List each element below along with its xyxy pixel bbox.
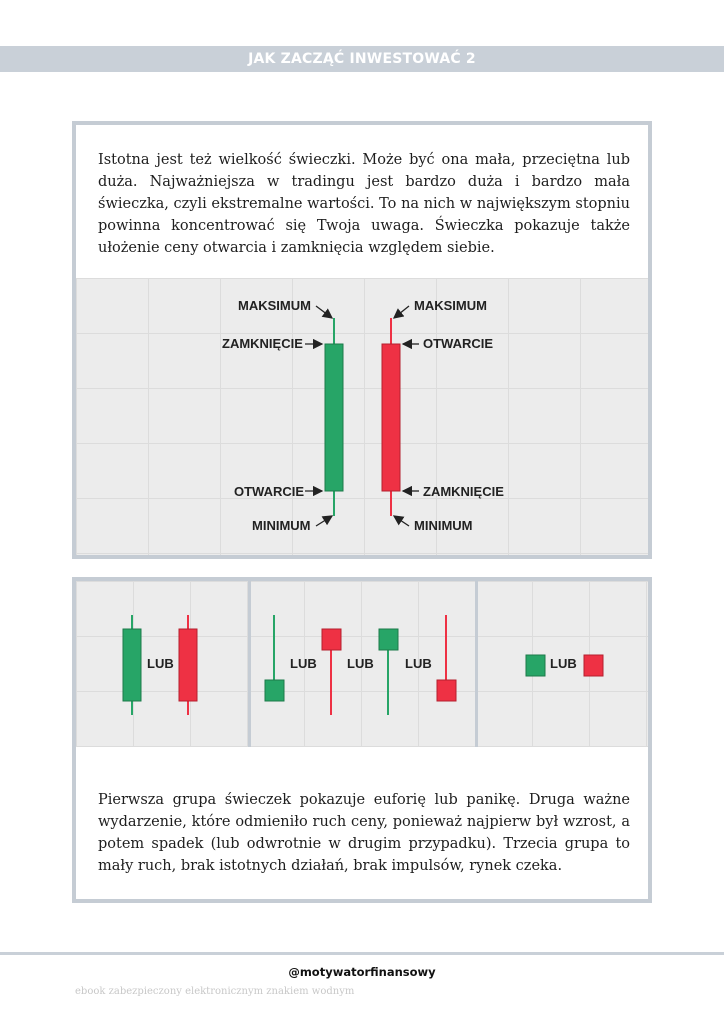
- or-label-2: LUB: [290, 656, 317, 671]
- candle-anatomy-svg: [76, 278, 648, 555]
- bearish-close-label: ZAMKNIĘCIE: [423, 484, 504, 499]
- bearish-high-arrow: [394, 306, 409, 318]
- candle-anatomy-panel: [72, 121, 652, 559]
- candle-groups-svg: [76, 581, 648, 747]
- bullish-high-arrow: [316, 306, 332, 318]
- bullish-high-label: MAKSIMUM: [238, 298, 311, 313]
- or-label-5: LUB: [550, 656, 577, 671]
- groups-paragraph: Pierwsza grupa świeczek pokazuje euforię lub panikę. Druga ważne wydarzenie, które odmieniło ruch ceny, ponieważ najpierw był wzrost, a potem spadek (lub odwrotnie w drugim przypadku). Trzecia grupa to mały ruch, brak istotnych działań, brak impulsów, rynek czeka.: [98, 792, 630, 874]
- large-bullish-candle: [123, 629, 141, 701]
- intro-paragraph: Istotna jest też wielkość świeczki. Może być ona mała, przeciętna lub duża. Najważniejsza w tradingu jest bardzo duża i bardzo mała świeczka, czyli ekstremalne wartości. To na nich w największym stopniu powinna koncentrować się Twoja uwaga. Świeczka pokazuje także ułożenie ceny otwarcia i zamknięcia względem siebie.: [98, 152, 630, 256]
- candle-groups-diagram: [76, 581, 648, 747]
- small-bullish-candle: [526, 655, 545, 676]
- footer-divider: [0, 952, 724, 955]
- bullish-candle-body: [325, 344, 343, 491]
- bullish-open-label: OTWARCIE: [234, 484, 305, 499]
- hammer-bullish-candle: [265, 680, 284, 701]
- bullish-low-arrow: [316, 516, 332, 526]
- inverted-bearish-candle: [437, 680, 456, 701]
- bullish-close-label: ZAMKNIĘCIE: [222, 336, 303, 351]
- or-label-4: LUB: [405, 656, 432, 671]
- bullish-low-label: MINIMUM: [252, 518, 311, 533]
- candle-anatomy-diagram: [76, 278, 648, 555]
- candle-groups-panel: [72, 577, 652, 903]
- hammer-bearish-candle: [322, 629, 341, 650]
- watermark-text: ebook zabezpieczony elektronicznym znakiem wodnym: [75, 986, 355, 997]
- or-label-3: LUB: [347, 656, 374, 671]
- bearish-open-label: OTWARCIE: [423, 336, 494, 351]
- small-bearish-candle: [584, 655, 603, 676]
- inverted-bullish-candle: [379, 629, 398, 650]
- header-bar: [0, 46, 724, 72]
- author-handle: @motywatorfinansowy: [288, 965, 436, 979]
- bearish-low-label: MINIMUM: [414, 518, 473, 533]
- bearish-low-arrow: [394, 516, 409, 526]
- bearish-candle-body: [382, 344, 400, 491]
- page-title: JAK ZACZĄĆ INWESTOWAĆ 2: [248, 51, 476, 67]
- or-label-1: LUB: [147, 656, 174, 671]
- bearish-high-label: MAKSIMUM: [414, 298, 487, 313]
- large-bearish-candle: [179, 629, 197, 701]
